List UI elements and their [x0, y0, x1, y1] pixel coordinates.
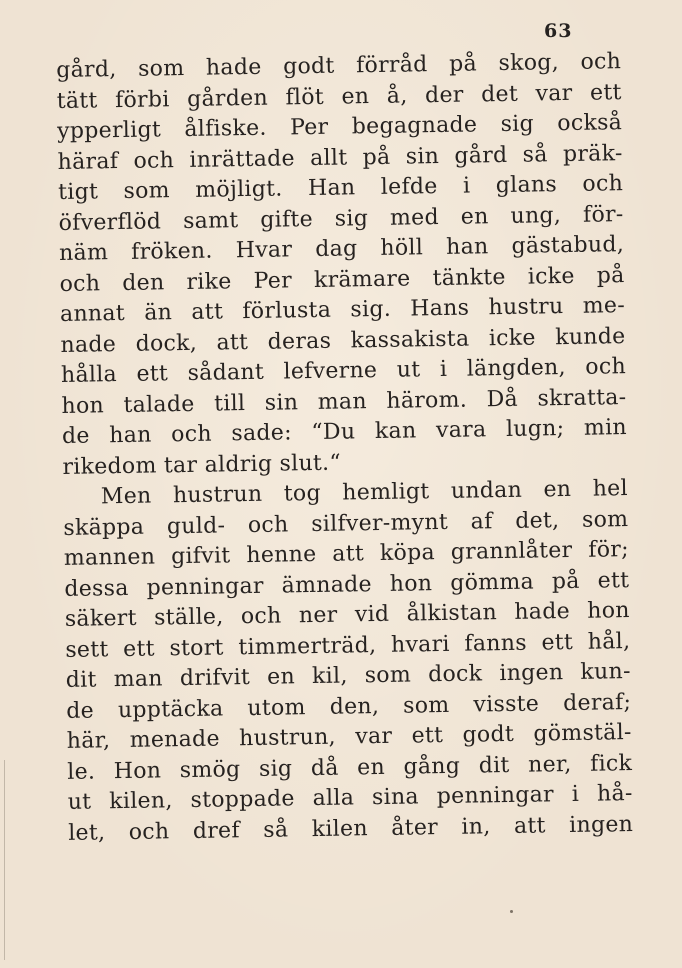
text-line: säkert ställe, och ner vid ålkistan hade hon — [64, 598, 630, 632]
paragraph-2 — [63, 474, 634, 849]
text-line: nade dock, att deras kassakista icke kunde — [60, 323, 626, 358]
text-line: dessa penningar ämnade hon gömma på ett — [64, 567, 630, 602]
text-line: hålla ett sådant lefverne ut i längden, och — [60, 354, 627, 388]
text-line: sett ett stort timmerträd, hvari fanns ett hål, — [65, 628, 631, 663]
text-line: gård, som hade godt förråd på skog, och — [56, 49, 622, 83]
text-line: rikedom tar aldrig slut.“ — [62, 450, 342, 480]
text-line: de han och sade: “Du kan vara lugn; min — [61, 415, 628, 449]
text-line: och den rike Per krämare tänkte icke på — [59, 262, 625, 297]
body-text — [56, 47, 633, 849]
text-line: öfverflöd samt gifte sig med en ung, för- — [58, 201, 624, 236]
text-line: tigt som möjligt. Han lefde i glans och — [57, 171, 624, 205]
paragraph-1 — [56, 47, 628, 483]
binding-shadow — [4, 760, 5, 960]
text-line: mannen gifvit henne att köpa grannlåter för; — [63, 537, 630, 571]
text-line: let, och dref så kilen åter in, att ingen — [68, 811, 634, 846]
text-line: le. Hon smög sig då en gång dit ner, fick — [67, 750, 633, 785]
text-line: näm fröken. Hvar dag höll han gästabud, — [58, 232, 625, 266]
text-line: Men hustrun tog hemligt undan en hel — [100, 476, 629, 510]
text-line: häraf och inrättade allt på sin gård så präk- — [57, 140, 623, 175]
text-line: ut kilen, stoppade alla sina penningar i hå- — [67, 781, 633, 815]
text-line: hon talade till sin man härom. Då skratta- — [61, 384, 627, 419]
text-line: ypperligt ålfiske. Per begagnade sig också — [56, 110, 623, 144]
text-line: här, menade hustrun, var ett godt gömstäl- — [66, 720, 632, 754]
text-line: skäppa guld- och silfver-mynt af det, som — [63, 506, 629, 541]
text-line: tätt förbi gården flöt en å, der det var ett — [56, 79, 622, 114]
text-line: dit man drifvit en kil, som dock ingen kun- — [65, 659, 631, 693]
page-number: 63 — [544, 20, 573, 42]
text-line: de upptäcka utom den, som visste deraf; — [66, 689, 632, 724]
text-line: annat än att förlusta sig. Hans hustru me- — [59, 293, 626, 327]
paper-speck — [510, 910, 513, 913]
